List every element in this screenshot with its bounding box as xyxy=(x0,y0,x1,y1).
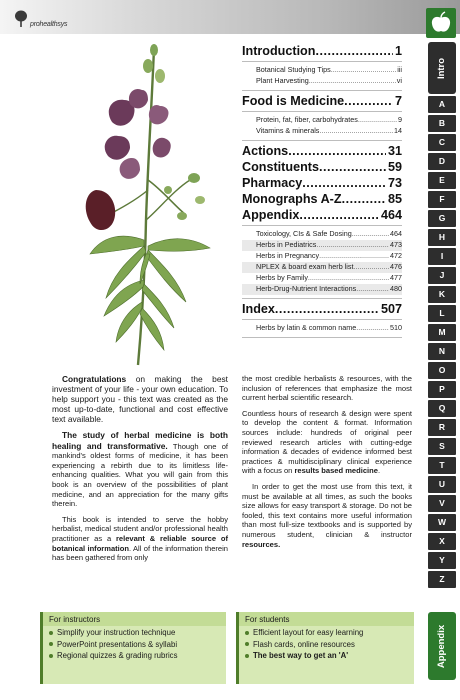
divider xyxy=(242,111,402,112)
logo-text: prohealthsys xyxy=(30,21,68,28)
toc-entry-page: 507 xyxy=(380,302,402,316)
toc-subentry-page: iii xyxy=(397,65,402,74)
toc-entry[interactable] xyxy=(242,144,402,158)
toc-subentry-page: 472 xyxy=(390,251,402,260)
tab-letter-g[interactable]: G xyxy=(428,210,456,228)
toc-leader-dots xyxy=(315,44,393,58)
toc-subentry-label: Herbs by Family xyxy=(256,273,308,282)
tab-letter-i[interactable]: I xyxy=(428,248,456,266)
tab-letter-z[interactable]: Z xyxy=(428,571,456,589)
toc-subentry-page: 510 xyxy=(390,323,402,332)
toc-leader-dots xyxy=(309,76,396,85)
toc-leader-dots xyxy=(319,251,389,260)
divider xyxy=(242,298,402,299)
paragraph-sources: the most credible herbalists & resources, with the inclusion of references that emphasize the most current herbal scientific research. xyxy=(242,374,412,403)
toc-subentry-label: Herbs in Pregnancy xyxy=(256,251,320,260)
toc-entry[interactable] xyxy=(242,44,402,58)
toc-entry-page: 31 xyxy=(387,144,402,158)
toc-subentry-page: vi xyxy=(396,76,402,85)
toc-leader-dots xyxy=(342,192,386,206)
tab-letter-c[interactable]: C xyxy=(428,134,456,152)
toc-subentry-label: Protein, fat, fiber, carbohydrates xyxy=(256,115,358,124)
tab-letter-s[interactable]: S xyxy=(428,438,456,456)
tab-letter-p[interactable]: P xyxy=(428,381,456,399)
list-item: Simplify your instruction technique xyxy=(49,627,220,639)
list-item: Regional quizzes & grading rubrics xyxy=(49,650,220,662)
toc-subentry-label: Herb-Drug-Nutrient Interactions xyxy=(256,284,357,293)
toc-subentry[interactable] xyxy=(242,229,402,240)
tab-letter-r[interactable]: R xyxy=(428,419,456,437)
tab-letter-x[interactable]: X xyxy=(428,533,456,551)
toc-leader-dots xyxy=(302,176,386,190)
tab-letter-v[interactable]: V xyxy=(428,495,456,513)
tab-letter-h[interactable]: H xyxy=(428,229,456,247)
toc-entry[interactable] xyxy=(242,176,402,190)
toc-subentry-label: Toxicology, CIs & Safe Dosing xyxy=(256,229,352,238)
tab-letter-n[interactable]: N xyxy=(428,343,456,361)
toc-subentry[interactable] xyxy=(242,115,402,126)
tab-letter-e[interactable]: E xyxy=(428,172,456,190)
divider xyxy=(242,319,402,320)
aconite-plant-illustration xyxy=(82,40,230,370)
toc-leader-dots xyxy=(356,284,389,293)
toc-leader-dots xyxy=(299,208,379,222)
list-item: The best way to get an 'A' xyxy=(245,650,408,662)
toc-subentry[interactable] xyxy=(242,273,402,284)
toc-leader-dots xyxy=(358,115,397,124)
toc-entry-page: 85 xyxy=(387,192,402,206)
toc-leader-dots xyxy=(288,144,386,158)
toc-subentry-page: 480 xyxy=(390,284,402,293)
divider xyxy=(242,225,402,226)
paragraph-audience: This book is intended to serve the hobby herbalist, medical student and/or professional health practitioner as a relevant & reliable source of botanical information. All of the information therein has been gathered from only xyxy=(52,514,228,563)
list-item: Flash cards, online resources xyxy=(245,639,408,651)
toc-leader-dots xyxy=(353,262,389,271)
toc-entry-page: 1 xyxy=(394,44,402,58)
toc-subentry[interactable] xyxy=(242,76,402,87)
toc-leader-dots xyxy=(319,160,386,174)
toc-entry-label: Pharmacy xyxy=(242,176,303,190)
toc-entry[interactable] xyxy=(242,208,402,222)
toc-entry-label: Introduction xyxy=(242,44,316,58)
tab-letter-u[interactable]: U xyxy=(428,476,456,494)
apple-icon-box xyxy=(426,8,456,38)
tab-letter-k[interactable]: K xyxy=(428,286,456,304)
toc-leader-dots xyxy=(356,323,389,332)
students-box xyxy=(236,612,414,684)
body-text-left xyxy=(52,374,228,569)
side-tab-index xyxy=(428,42,456,588)
students-title: For students xyxy=(239,612,414,626)
toc-subentry-label: Plant Harvesting xyxy=(256,76,309,85)
toc-leader-dots xyxy=(331,65,396,74)
tab-letter-d[interactable]: D xyxy=(428,153,456,171)
toc-entry[interactable] xyxy=(242,192,402,206)
toc-subentry[interactable] xyxy=(242,126,402,137)
toc-entry-page: 73 xyxy=(387,176,402,190)
paragraph-study: The study of herbal medicine is both healing and transformative. Though one of mankind's oldest forms of medicine, it has been experiencing a rebirth due to its limitless life-enhancing qualities. What you will gain from this book is an overview of the possibilities of plant medicine, and an appreciation for the many gifts therein. xyxy=(52,430,228,509)
tab-intro-label: Intro xyxy=(436,57,448,79)
tab-letter-a[interactable]: A xyxy=(428,96,456,114)
list-item: PowerPoint presentations & syllabi xyxy=(49,639,220,651)
toc-leader-dots xyxy=(316,240,389,249)
tab-letter-t[interactable]: T xyxy=(428,457,456,475)
toc-subentry[interactable] xyxy=(242,251,402,262)
toc-subentry-label: NPLEX & board exam herb list xyxy=(256,262,354,271)
paragraph-usage: In order to get the most use from this text, it must be available at all times, as such the books size allows for easy transport & storage. Do not be fooled, this text contains more useful information than most full-size textbooks and is supported by numerous student, clinician & instructor resources. xyxy=(242,481,412,549)
toc-entry-label: Monographs A-Z xyxy=(242,192,342,206)
toc-entry-page: 464 xyxy=(380,208,402,222)
tab-letter-m[interactable]: M xyxy=(428,324,456,342)
toc-subentry-page: 14 xyxy=(394,126,402,135)
tab-letter-b[interactable]: B xyxy=(428,115,456,133)
toc-leader-dots xyxy=(344,94,393,108)
toc-subentry-label: Vitamins & minerals xyxy=(256,126,320,135)
toc-subentry[interactable] xyxy=(242,262,402,273)
toc-subentry-page: 473 xyxy=(390,240,402,249)
divider xyxy=(242,140,402,141)
toc-leader-dots xyxy=(275,302,379,316)
table-of-contents xyxy=(242,44,402,341)
toc-subentry-page: 477 xyxy=(390,273,402,282)
toc-entry-label: Index xyxy=(242,302,275,316)
toc-subentry-page: 9 xyxy=(398,115,402,124)
tab-letter-y[interactable]: Y xyxy=(428,552,456,570)
toc-subentry-page: 476 xyxy=(390,262,402,271)
instructors-title: For instructors xyxy=(43,612,226,626)
toc-subentry[interactable] xyxy=(242,323,402,334)
toc-subentry-label: Botanical Studying Tips xyxy=(256,65,331,74)
toc-entry-label: Actions xyxy=(242,144,289,158)
tab-letter-q[interactable]: Q xyxy=(428,400,456,418)
instructors-list xyxy=(43,626,226,662)
toc-leader-dots xyxy=(352,229,389,238)
toc-leader-dots xyxy=(308,273,389,282)
toc-subentry[interactable] xyxy=(242,65,402,76)
tree-logo-icon xyxy=(14,10,28,28)
tab-letter-o[interactable]: O xyxy=(428,362,456,380)
divider xyxy=(242,337,402,338)
toc-entry[interactable] xyxy=(242,160,402,174)
apple-icon xyxy=(426,8,456,38)
tab-letter-j[interactable]: J xyxy=(428,267,456,285)
toc-entry[interactable] xyxy=(242,94,402,108)
instructors-box xyxy=(40,612,226,684)
tab-letter-l[interactable]: L xyxy=(428,305,456,323)
toc-entry-label: Appendix xyxy=(242,208,300,222)
list-item: Efficient layout for easy learning xyxy=(245,627,408,639)
toc-entry-label: Constituents xyxy=(242,160,319,174)
publisher-logo xyxy=(14,10,67,28)
header-bar xyxy=(0,0,460,34)
tab-appendix-label: Appendix xyxy=(436,624,448,668)
toc-leader-dots xyxy=(319,126,393,135)
tab-intro[interactable] xyxy=(428,42,456,94)
letter-tabs xyxy=(428,96,456,589)
tab-letter-f[interactable]: F xyxy=(428,191,456,209)
tab-appendix[interactable] xyxy=(428,612,456,680)
toc-subentry-page: 464 xyxy=(390,229,402,238)
toc-subentry-label: Herbs by latin & common name xyxy=(256,323,357,332)
toc-entry-page: 7 xyxy=(394,94,402,108)
tab-letter-w[interactable]: W xyxy=(428,514,456,532)
toc-subentry[interactable] xyxy=(242,240,402,251)
students-list xyxy=(239,626,414,662)
toc-entry-label: Food is Medicine xyxy=(242,94,345,108)
paragraph-research: Countless hours of research & design were spent to develop the content & format. Information sources include: hundreds of original peer reviewed research articles with cutting-edge information & decades of evidence informed best practices & multidisciplinary clinical experience with a focus on results based medicine. xyxy=(242,408,412,476)
divider xyxy=(242,90,402,91)
paragraph-congratulations: Congratulations on making the best investment of your life - your own education. To help support you - this text was created as the most up-to-date, functional and cost effective text available. xyxy=(52,374,228,424)
toc-subentry[interactable] xyxy=(242,284,402,295)
toc-subentry-label: Herbs in Pediatrics xyxy=(256,240,317,249)
divider xyxy=(242,61,402,62)
toc-entry-page: 59 xyxy=(387,160,402,174)
body-text-right xyxy=(242,374,412,555)
toc-entry[interactable] xyxy=(242,302,402,316)
